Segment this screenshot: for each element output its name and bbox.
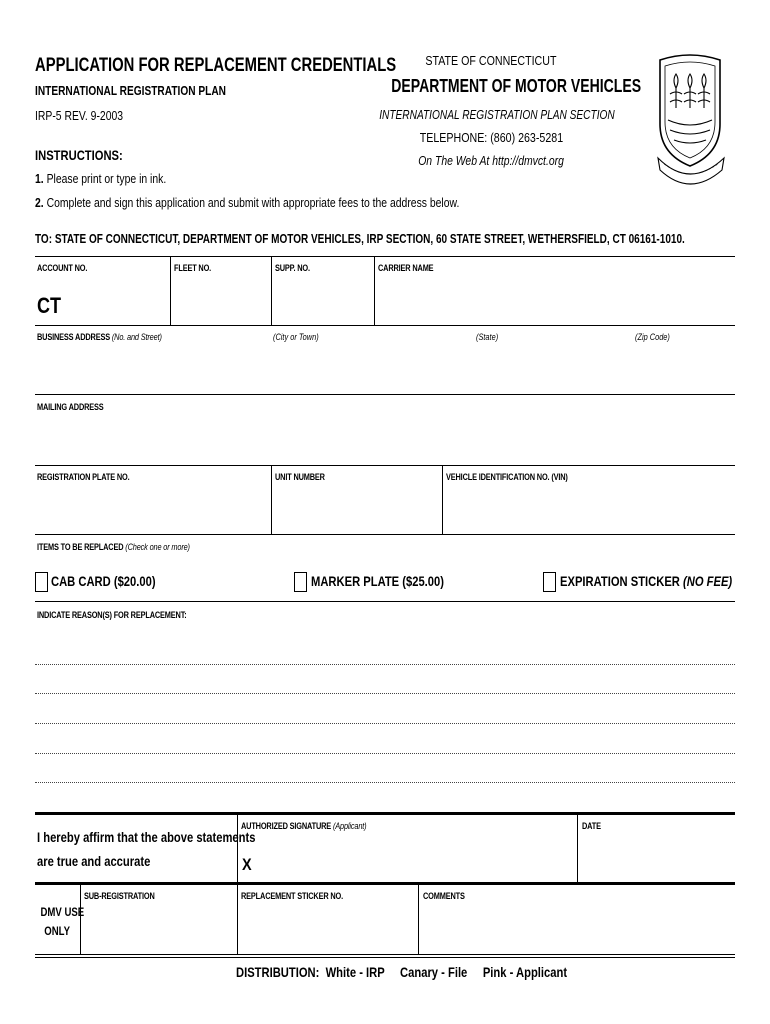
form-number	[35, 107, 145, 125]
instructions-heading-text: INSTRUCTIONS:	[35, 147, 123, 163]
divider	[237, 885, 238, 954]
comments-field[interactable]	[423, 891, 474, 901]
divider	[374, 257, 375, 325]
department-text: DEPARTMENT OF MOTOR VEHICLES	[391, 76, 642, 96]
signature-label: AUTHORIZED SIGNATURE	[241, 821, 332, 831]
cab-card-checkbox[interactable]	[35, 572, 48, 592]
business-address-field[interactable]	[37, 332, 189, 342]
state-name	[386, 52, 596, 70]
account-no-value-text: CT	[37, 293, 62, 318]
affirm-line-1: I hereby affirm that the above statements	[37, 829, 256, 845]
instruction-2-text: Complete and sign this application and submit with appropriate fees to the address below.	[46, 195, 460, 210]
expiration-sticker-checkbox[interactable]	[543, 572, 556, 592]
rule	[35, 465, 735, 466]
instruction-1-num: 1.	[35, 171, 44, 186]
expiration-sticker-option	[560, 573, 770, 591]
rule	[35, 534, 735, 535]
instruction-1	[35, 170, 199, 188]
unit-number-field[interactable]	[275, 472, 336, 482]
divider	[577, 815, 578, 882]
website[interactable]	[376, 152, 606, 170]
form-subtitle	[35, 82, 280, 100]
section-text: INTERNATIONAL REGISTRATION PLAN SECTION	[379, 107, 615, 122]
telephone-text: TELEPHONE: (860) 263-5281	[419, 130, 563, 145]
dmv-use-only	[35, 903, 85, 921]
signature-field[interactable]	[241, 821, 394, 831]
reason-line[interactable]	[35, 782, 735, 783]
vin-label: VEHICLE IDENTIFICATION NO. (VIN)	[446, 472, 568, 482]
fleet-no-field[interactable]	[174, 263, 219, 273]
irp-section	[346, 106, 636, 124]
instruction-2	[35, 194, 565, 212]
zip-field[interactable]	[635, 332, 678, 342]
rule	[35, 954, 735, 955]
state-text: STATE OF CONNECTICUT	[425, 53, 557, 68]
affirmation-text-2	[37, 853, 179, 871]
items-replaced-heading	[37, 542, 223, 552]
reasons-label: INDICATE REASON(S) FOR REPLACEMENT:	[37, 610, 187, 620]
state-seal-icon	[652, 54, 728, 188]
dmv-use-line-1: DMV USE	[40, 905, 85, 919]
city-label: (City or Town)	[273, 332, 319, 342]
rule	[35, 601, 735, 602]
telephone	[386, 129, 596, 147]
dmv-use-line-2: ONLY	[44, 924, 70, 938]
account-no-label: ACCOUNT NO.	[37, 263, 88, 273]
marker-plate-label: MARKER PLATE ($25.00)	[311, 573, 444, 589]
reason-line[interactable]	[35, 753, 735, 754]
plate-no-field[interactable]	[37, 472, 150, 482]
rule	[35, 256, 735, 257]
carrier-name-label: CARRIER NAME	[378, 263, 434, 273]
instructions-heading	[35, 147, 145, 165]
mailing-instructions	[35, 230, 770, 248]
items-replaced-label: ITEMS TO BE REPLACED	[37, 542, 124, 552]
divider	[442, 466, 443, 534]
carrier-name-field[interactable]	[378, 263, 446, 273]
title-text: APPLICATION FOR REPLACEMENT CREDENTIALS	[35, 55, 397, 76]
marker-plate-option	[311, 573, 477, 591]
comments-label: COMMENTS	[423, 891, 465, 901]
website-text: On The Web At http://dmvct.org	[418, 153, 564, 168]
sticker-label: EXPIRATION STICKER	[560, 573, 680, 589]
account-no-value[interactable]	[37, 293, 66, 319]
sub-registration-label: SUB-REGISTRATION	[84, 891, 155, 901]
cab-card-label: CAB CARD ($20.00)	[51, 573, 156, 589]
business-address-hint: (No. and Street)	[111, 332, 162, 342]
reasons-heading	[37, 610, 219, 620]
zip-label: (Zip Code)	[635, 332, 670, 342]
items-replaced-hint: (Check one or more)	[125, 542, 190, 552]
cab-card-option	[51, 573, 182, 591]
mailing-address-label: MAILING ADDRESS	[37, 402, 104, 412]
divider	[271, 257, 272, 325]
sticker-no-field[interactable]	[241, 891, 365, 901]
instruction-1-text: Please print or type in ink.	[46, 171, 167, 186]
signature-mark-text: X	[242, 855, 252, 874]
unit-number-label: UNIT NUMBER	[275, 472, 325, 482]
sticker-no-label: REPLACEMENT STICKER NO.	[241, 891, 344, 901]
supp-no-field[interactable]	[275, 263, 318, 273]
affirmation-text	[37, 829, 310, 847]
date-label: DATE	[582, 821, 601, 831]
reason-line[interactable]	[35, 664, 735, 665]
state-field[interactable]	[476, 332, 503, 342]
distribution-text: DISTRIBUTION: White - IRP Canary - File Pink - Applicant	[236, 964, 568, 980]
signature-mark	[242, 855, 253, 875]
divider	[237, 815, 238, 882]
sub-registration-field[interactable]	[84, 891, 170, 901]
date-field[interactable]	[582, 821, 605, 831]
mailing-address-field[interactable]	[37, 402, 118, 412]
instruction-2-num: 2.	[35, 195, 44, 210]
department-name	[356, 76, 642, 97]
reason-line[interactable]	[35, 723, 735, 724]
business-address-label: BUSINESS ADDRESS	[37, 332, 110, 342]
divider	[418, 885, 419, 954]
state-label: (State)	[476, 332, 499, 342]
affirm-line-2: are true and accurate	[37, 853, 151, 869]
supp-no-label: SUPP. NO.	[275, 263, 310, 273]
account-no-field[interactable]	[37, 263, 98, 273]
fleet-no-label: FLEET NO.	[174, 263, 212, 273]
thick-rule	[35, 812, 735, 815]
city-field[interactable]	[273, 332, 329, 342]
reason-line[interactable]	[35, 693, 735, 694]
divider	[271, 466, 272, 534]
dmv-use-only-2	[35, 922, 79, 940]
signature-hint: (Applicant)	[332, 821, 367, 831]
distribution	[236, 964, 650, 982]
marker-plate-checkbox[interactable]	[294, 572, 307, 592]
plate-no-label: REGISTRATION PLATE NO.	[37, 472, 130, 482]
sticker-fee: (NO FEE)	[683, 573, 733, 589]
vin-field[interactable]	[446, 472, 594, 482]
rule	[35, 957, 735, 958]
form-number-text: IRP-5 REV. 9-2003	[35, 108, 124, 123]
divider	[80, 885, 81, 954]
subtitle-text: INTERNATIONAL REGISTRATION PLAN	[35, 83, 226, 98]
rule	[35, 394, 735, 395]
thick-rule	[35, 882, 735, 885]
divider	[170, 257, 171, 325]
rule	[35, 325, 735, 326]
address-line-text: TO: STATE OF CONNECTICUT, DEPARTMENT OF MOTOR VEHICLES, IRP SECTION, 60 STATE STREET, WETHERSFIELD, CT 06161-1010.	[35, 231, 685, 246]
